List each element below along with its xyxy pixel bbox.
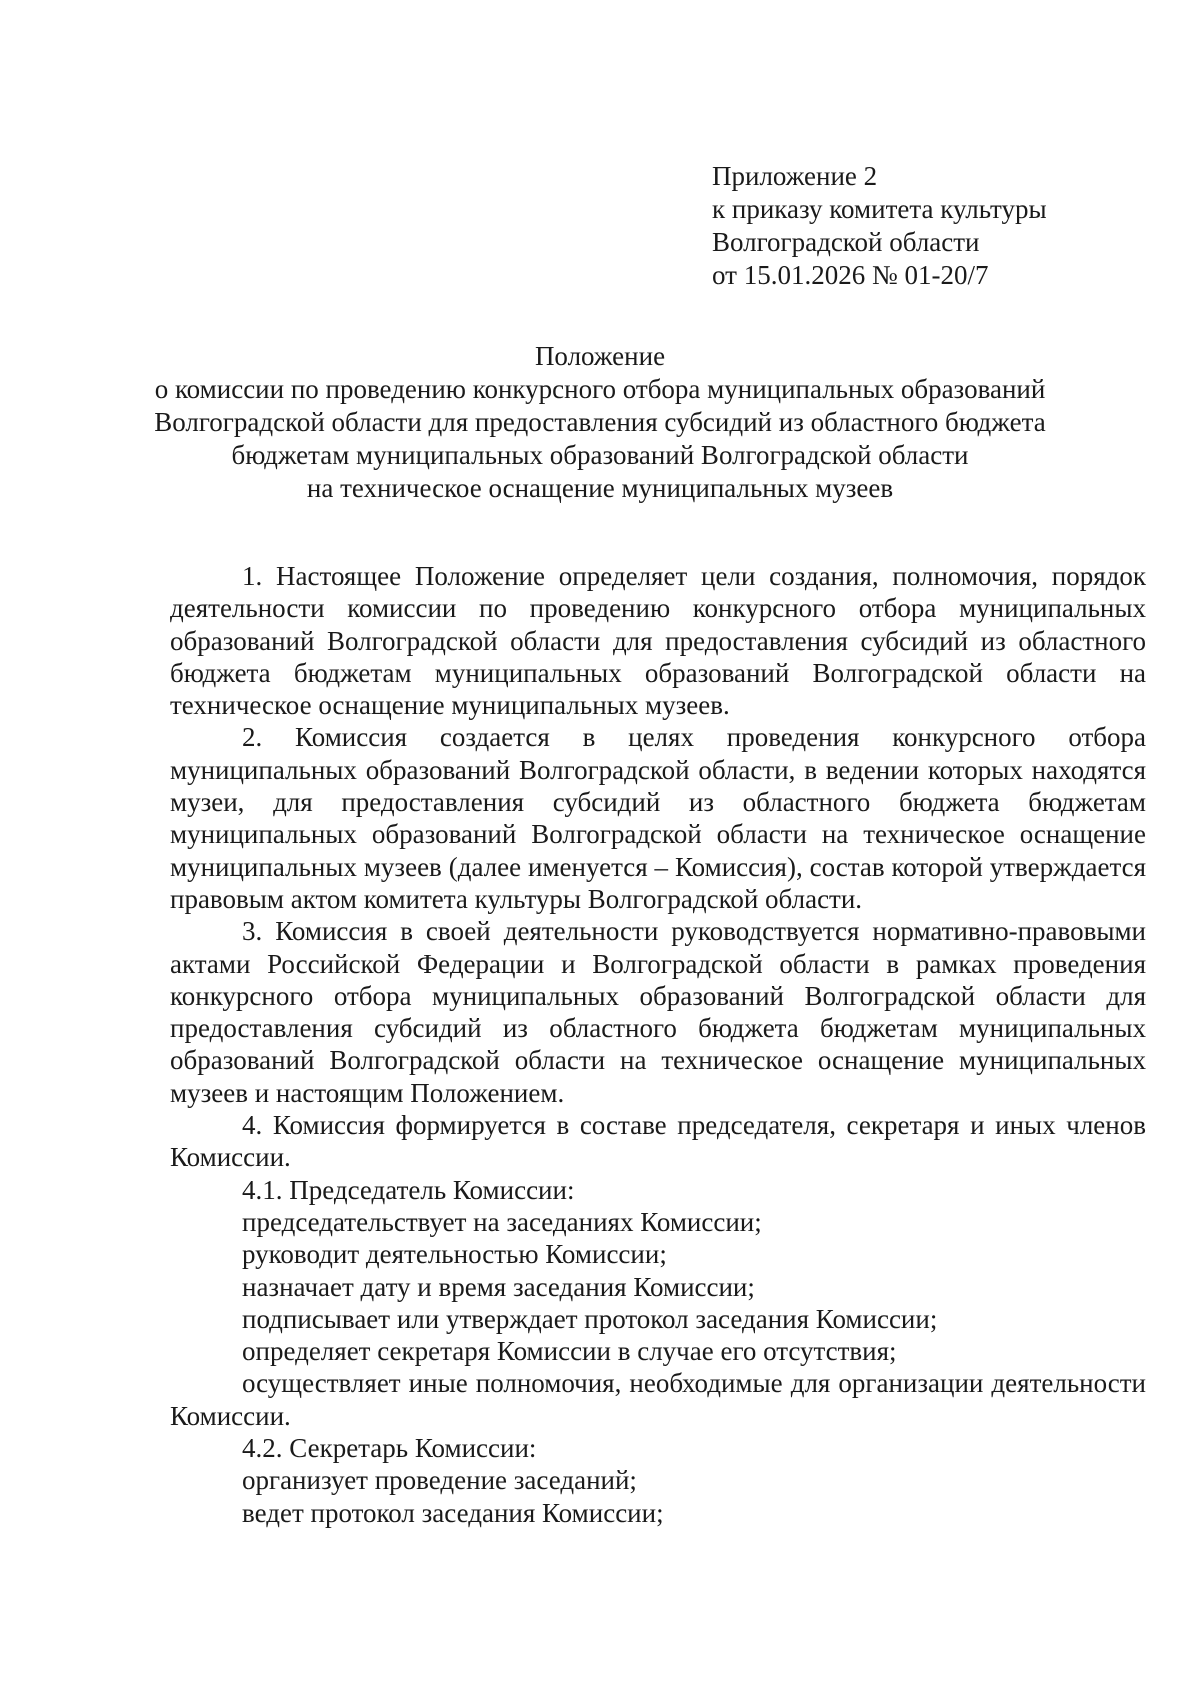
chairman-duty-2: руководит деятельностью Комиссии; [242, 1239, 667, 1270]
appendix-line-3: Волгоградской области [712, 227, 980, 257]
appendix-header [712, 160, 1172, 292]
title-line-3: бюджетам муниципальных образований Волгоградской области [231, 440, 969, 470]
title-line-4: на техническое оснащение муниципальных музеев [306, 473, 894, 503]
chairman-duty-4: подписывает или утверждает протокол заседания Комиссии; [242, 1303, 938, 1334]
chairman-duty-3: назначает дату и время заседания Комиссии; [242, 1271, 755, 1302]
paragraph-4-1-heading: 4.1. Председатель Комиссии: [242, 1174, 575, 1205]
paragraph-3: 3. Комиссия в своей деятельности руководствуется нормативно-правовыми актами Российской Федерации и Волгоградской области в рамках проведения конкурсного отбора муниципальных образований Волгоградской области для предоставления субсидий из областного бюджета бюджетам муниципальных образований Волгоградской области на техническое оснащение муниципальных музеев и настоящим Положением. [170, 916, 1146, 1108]
chairman-duty-5: определяет секретаря Комиссии в случае его отсутствия; [242, 1336, 897, 1367]
chairman-duty-6: осуществляет иные полномочия, необходимые для организации деятельности Комиссии. [170, 1368, 1146, 1431]
document-title [150, 340, 1050, 505]
paragraph-2: 2. Комиссия создается в целях проведения конкурсного отбора муниципальных образований Волгоградской области, в ведении которых находятся музеи, для предоставления субсидий из областного бюджета бюджетам муниципальных образований Волгоградской области на техническое оснащение муниципальных музеев (далее именуется – Комиссия), состав которой утверждается правовым актом комитета культуры Волгоградской области. [170, 722, 1146, 914]
title-line-1: о комиссии по проведению конкурсного отбора муниципальных образований [154, 374, 1046, 404]
title-line-2: Волгоградской области для предоставления субсидий из областного бюджета [154, 407, 1046, 437]
document-body [170, 560, 1146, 1529]
paragraph-4-2-heading: 4.2. Секретарь Комиссии: [242, 1433, 537, 1464]
appendix-line-1: Приложение 2 [712, 161, 878, 191]
title-heading: Положение [534, 341, 666, 371]
secretary-duty-1: организует проведение заседаний; [242, 1465, 637, 1496]
paragraph-4: 4. Комиссия формируется в составе председателя, секретаря и иных членов Комиссии. [170, 1110, 1146, 1173]
chairman-duty-1: председательствует на заседаниях Комиссии; [242, 1206, 762, 1237]
appendix-line-2: к приказу комитета культуры [712, 194, 1047, 224]
appendix-line-4: от 15.01.2026 № 01-20/7 [712, 260, 989, 290]
paragraph-1: 1. Настоящее Положение определяет цели создания, полномочия, порядок деятельности комиссии по проведению конкурсного отбора муниципальных образований Волгоградской области для предоставления субсидий из областного бюджета бюджетам муниципальных образований Волгоградской области на техническое оснащение муниципальных музеев. [170, 561, 1146, 721]
secretary-duty-2: ведет протокол заседания Комиссии; [242, 1497, 664, 1528]
